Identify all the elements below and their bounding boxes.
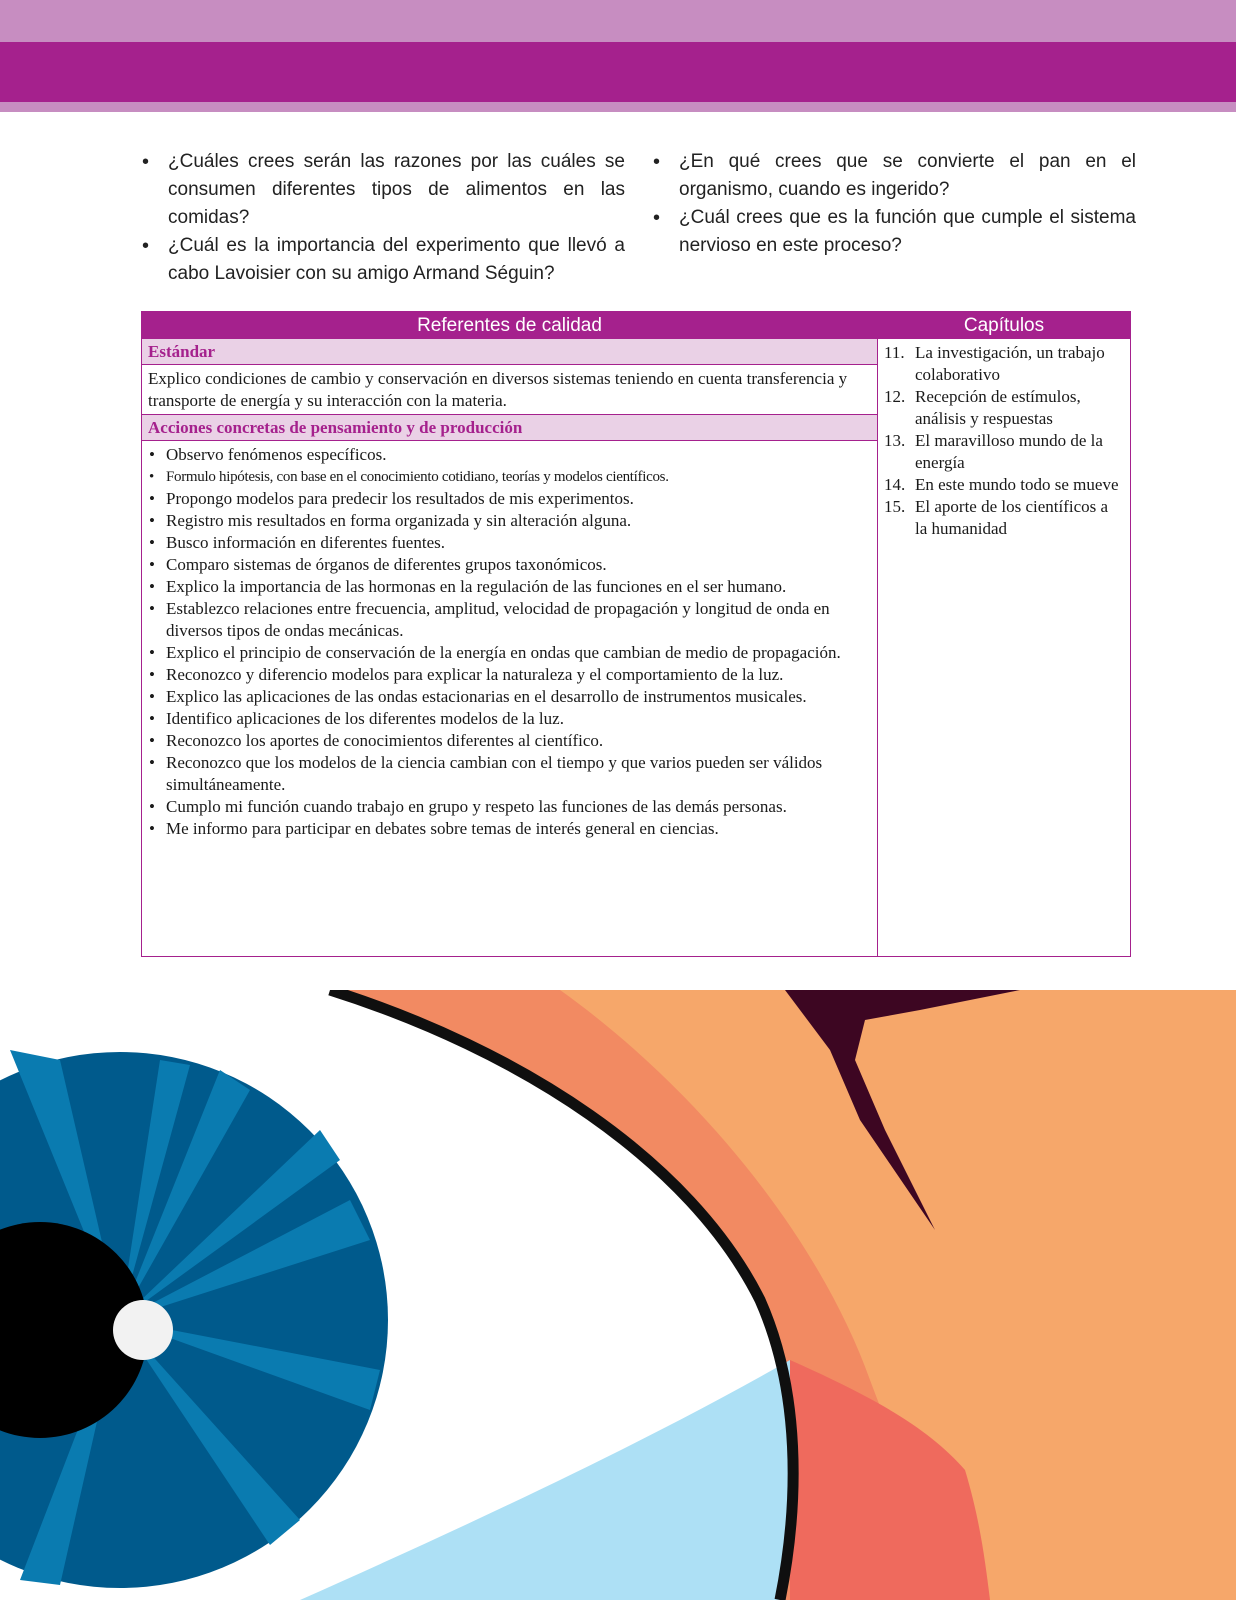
standard-label: Estándar — [142, 339, 877, 365]
questions-left-column — [140, 148, 625, 288]
chapter-item — [884, 496, 1124, 540]
header-band-light — [0, 0, 1236, 42]
chapter-item — [884, 430, 1124, 474]
actions-list — [142, 441, 877, 840]
chapter-item — [884, 342, 1124, 386]
action-item: • Reconozco que los modelos de la ciencia cambian con el tiempo y que varios pueden ser válidos simultáneamente. — [148, 752, 871, 796]
chapters-header: Capítulos — [878, 312, 1130, 339]
chapter-title: En este mundo todo se mueve — [915, 475, 1119, 494]
action-item: • Cumplo mi función cuando trabajo en grupo y respeto las funciones de las demás personas. — [148, 796, 871, 818]
standard-text: Explico condiciones de cambio y conservación en diversos sistemas teniendo en cuenta transferencia y transporte de energía y su interacción con la materia. — [148, 369, 848, 410]
chapter-title: El maravilloso mundo de la energía — [915, 431, 1103, 472]
chapters-list — [878, 339, 1130, 540]
action-item: • Comparo sistemas de órganos de diferentes grupos taxonómicos. — [148, 554, 871, 576]
action-item: • Registro mis resultados en forma organizada y sin alteración alguna. — [148, 510, 871, 532]
action-item: • Busco información en diferentes fuentes. — [148, 532, 871, 554]
action-item: • Establezco relaciones entre frecuencia, amplitud, velocidad de propagación y longitud de onda en diversos tipos de ondas mecánicas. — [148, 598, 871, 642]
chapter-number: 13. — [884, 431, 906, 450]
chapter-number: 11. — [884, 343, 905, 362]
question-item: • ¿Cuál crees que es la función que cumple el sistema nervioso en este proceso? — [651, 204, 1136, 260]
chapter-title: Recepción de estímulos, análisis y respuestas — [915, 387, 1081, 428]
action-item: • Me informo para participar en debates sobre temas de interés general en ciencias. — [148, 818, 871, 840]
action-item: • Explico las aplicaciones de las ondas estacionarias en el desarrollo de instrumentos musicales. — [148, 686, 871, 708]
eye-illustration — [0, 990, 1236, 1600]
questions-right-column — [651, 148, 1136, 288]
action-item: • Reconozco y diferencio modelos para explicar la naturaleza y el comportamiento de la luz. — [148, 664, 871, 686]
quality-references-table — [141, 311, 1131, 957]
referentes-header: Referentes de calidad — [142, 312, 877, 339]
question-item: • ¿Cuál es la importancia del experimento que llevó a cabo Lavoisier con su amigo Armand Séguin? — [140, 232, 625, 288]
chapter-title: La investigación, un trabajo colaborativo — [915, 343, 1105, 384]
chapters-column — [878, 312, 1130, 956]
action-item: • Observo fenómenos específicos. — [148, 444, 871, 466]
question-item: • ¿En qué crees que se convierte el pan en el organismo, cuando es ingerido? — [651, 148, 1136, 204]
chapter-number: 14. — [884, 475, 906, 494]
action-item: • Identifico aplicaciones de los diferentes modelos de la luz. — [148, 708, 871, 730]
action-item: • Formulo hipótesis, con base en el conocimiento cotidiano, teorías y modelos científicos. — [148, 466, 871, 488]
header-band-thin — [0, 102, 1236, 112]
action-item: • Explico la importancia de las hormonas en la regulación de las funciones en el ser humano. — [148, 576, 871, 598]
action-item: • Explico el principio de conservación de la energía en ondas que cambian de medio de propagación. — [148, 642, 871, 664]
action-item: • Reconozco los aportes de conocimientos diferentes al científico. — [148, 730, 871, 752]
header-band-dark — [0, 42, 1236, 102]
chapter-item — [884, 474, 1124, 496]
questions-section — [140, 148, 1136, 288]
question-item: • ¿Cuáles crees serán las razones por las cuáles se consumen diferentes tipos de alimentos en las comidas? — [140, 148, 625, 232]
chapter-item — [884, 386, 1124, 430]
chapter-title: El aporte de los científicos a la humanidad — [915, 497, 1109, 538]
eye-highlight — [113, 1300, 173, 1360]
referentes-column — [142, 312, 878, 956]
action-item: • Propongo modelos para predecir los resultados de mis experimentos. — [148, 488, 871, 510]
actions-label: Acciones concretas de pensamiento y de producción — [142, 414, 877, 441]
chapter-number: 15. — [884, 497, 906, 516]
chapter-number: 12. — [884, 387, 906, 406]
